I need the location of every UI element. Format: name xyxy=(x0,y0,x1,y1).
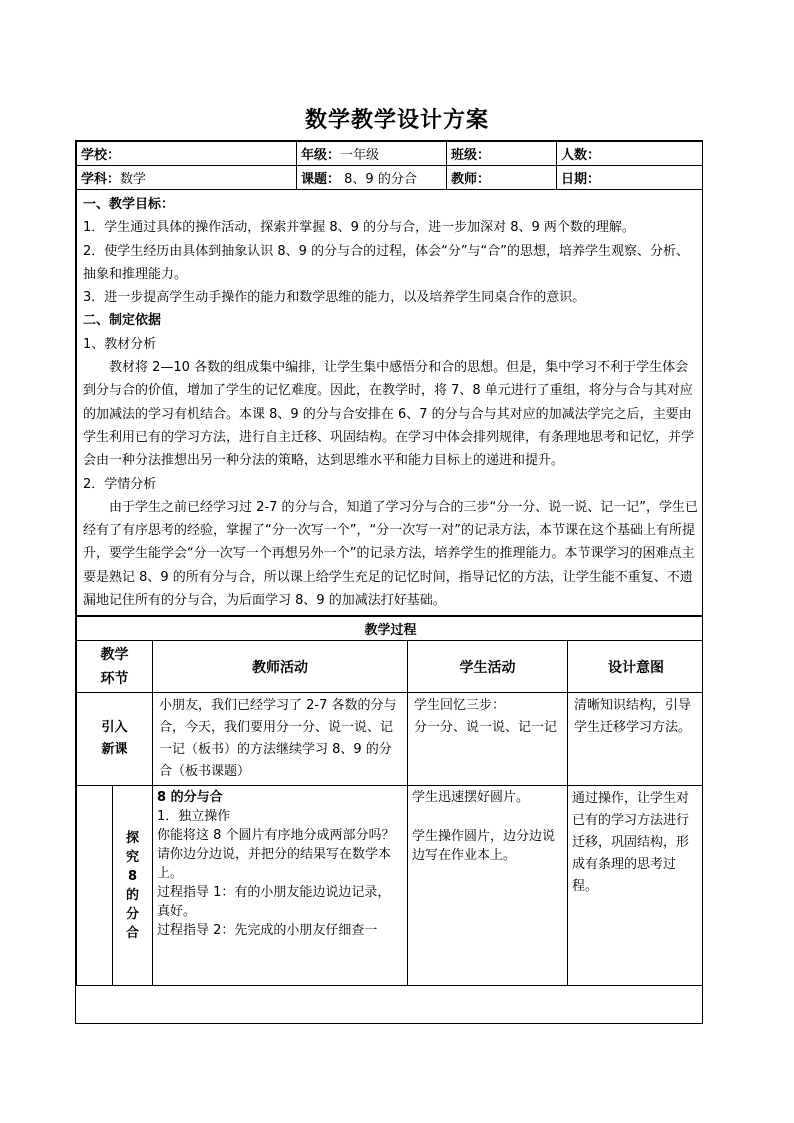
intro-intent: 清晰知识结构，引导学生迁移学习方法。 xyxy=(568,693,704,786)
col-student: 学生活动 xyxy=(408,641,568,693)
col-intent: 设计意图 xyxy=(568,641,704,693)
intro-row xyxy=(77,693,704,786)
topic-label: 课题： xyxy=(301,172,341,187)
student-analysis-text: 由于学生之前已经学习过 2-7 的分与合，知道了学习分与合的三步“分一分、说一说、记一记”，学生已经有了有序思考的经验，掌握了“分一次写一个”，“分一次写一对”的记录方法，本节课在这个基础上有所提升，要学生能学会“分一次写一个再想另外一个”的记录方法，培养学生的推理能力。本节课学习的困难点主要是熟记 8、9 的所有分与合，所以课上给学生充足的记忆时间，指导记忆的方法，让学生能不重复、不遗漏地记住所有的分与合，为后面学习 8、9 的加减法打好基础。 xyxy=(83,499,698,609)
class-cell xyxy=(447,142,557,166)
objectives-heading: 一、教学目标： xyxy=(83,197,175,212)
header-row-2 xyxy=(77,166,703,190)
explore-stage-char: 分 xyxy=(125,906,139,922)
teacher-label: 教师： xyxy=(451,172,491,187)
explore-stage xyxy=(113,786,153,986)
grade-value: 一年级 xyxy=(340,148,380,163)
col-teacher: 教师活动 xyxy=(153,641,408,693)
intro-student-line-1: 学生回忆三步： xyxy=(414,698,506,714)
intro-student-line-2: 分一分、说一说、记一记 xyxy=(414,720,558,736)
objective-item: 3．进一步提高学生动手操作的能力和数学思维的能力，以及培养学生同桌合作的意识。 xyxy=(83,290,586,306)
grade-cell xyxy=(297,142,447,166)
date-label: 日期： xyxy=(561,172,601,187)
grade-label: 年级： xyxy=(301,148,341,163)
count-cell xyxy=(557,142,703,166)
process-table xyxy=(76,616,703,986)
explore-student-line-2: 学生操作圆片，边分边说边写在作业本上。 xyxy=(412,829,556,864)
intro-stage-line-2: 新课 xyxy=(101,742,128,758)
class-label: 班级： xyxy=(451,148,491,163)
objectives-cell xyxy=(77,190,703,616)
explore-intent: 通过操作，让学生对已有的学习方法进行迁移，巩固结构，形成有条理的思考过程。 xyxy=(568,786,704,986)
page-title: 数学教学设计方案 xyxy=(304,107,489,133)
textbook-analysis-heading: 1、教材分析 xyxy=(83,336,157,352)
explore-row xyxy=(77,786,704,986)
subject-value: 数学 xyxy=(120,172,147,187)
header-row-1 xyxy=(77,142,703,166)
date-cell xyxy=(557,166,703,190)
explore-teacher-line: 1．独立操作 xyxy=(157,809,231,825)
student-analysis-heading: 2．学情分析 xyxy=(83,476,157,492)
lesson-plan-table xyxy=(75,140,703,1024)
header-table xyxy=(76,141,703,616)
explore-teacher-line: 请你边分边说，并把分的结果写在数学本上。 xyxy=(157,847,392,882)
topic-cell xyxy=(297,166,447,190)
intro-stage-line-1: 引入 xyxy=(101,720,128,736)
explore-student-line-1: 学生迅速摆好圆片。 xyxy=(412,790,530,806)
objectives-row xyxy=(77,190,703,616)
explore-teacher-line: 你能将这 8 个圆片有序地分成两部分吗？ xyxy=(157,828,395,844)
count-label: 人数： xyxy=(561,148,601,163)
basis-heading: 二、制定依据 xyxy=(83,313,162,329)
explore-blank-column xyxy=(77,786,113,986)
school-cell xyxy=(77,142,297,166)
process-title: 教学过程 xyxy=(77,617,704,641)
intro-student xyxy=(408,693,568,786)
explore-teacher-heading: 8 的分与合 xyxy=(157,790,223,806)
explore-stage-char: 8 xyxy=(127,868,138,884)
col-stage xyxy=(77,641,153,693)
explore-stage-char: 探 xyxy=(125,830,139,846)
intro-teacher: 小朋友，我们已经学习了 2-7 各数的分与合，今天，我们要用分一分、说一说、记一记（板书）的方法继续学习 8、9 的分合（板书课题） xyxy=(153,693,408,786)
explore-teacher xyxy=(153,786,408,986)
objective-item: 2．使学生经历由具体到抽象认识 8、9 的分与合的过程，体会“分”与“合”的思想，培养学生观察、分析、抽象和推理能力。 xyxy=(83,243,690,282)
col-stage-line-2: 环节 xyxy=(100,670,129,687)
textbook-analysis-text: 教材将 2—10 各数的组成集中编排，让学生集中感悟分和合的思想。但是，集中学习不利于学生体会到分与合的价值，增加了学生的记忆难度。因此，在教学时，将 7、8 单元进行了重组，将分与合与其对应的加减法的学习有机结合。本课 8、9 的分与合安排在 6、7 的分与合与其对应的加减法学完之后，主要由学生利用已有的学习方法，进行自主迁移、巩固结构。在学习中体会排列规律，有条理地思考和记忆，并学会由一种分法推想出另一种分法的策略，达到思维水平和能力目标上的递进和提升。 xyxy=(83,360,695,469)
teacher-cell xyxy=(447,166,557,190)
process-title-row xyxy=(77,617,704,641)
objective-item: 1．学生通过具体的操作活动，探索并掌握 8、9 的分与合，进一步加深对 8、9 两个数的理解。 xyxy=(83,220,635,236)
intro-stage xyxy=(77,693,153,786)
subject-label: 学科： xyxy=(81,172,121,187)
subject-cell xyxy=(77,166,297,190)
school-label: 学校： xyxy=(81,148,121,163)
topic-value: 8、9 的分合 xyxy=(340,172,417,187)
explore-student xyxy=(408,786,568,986)
process-column-header xyxy=(77,641,704,693)
explore-teacher-line: 过程指导 1：有的小朋友能边说边记录，真好。 xyxy=(157,885,391,920)
col-stage-line-1: 教学 xyxy=(100,646,129,663)
explore-teacher-line: 过程指导 2：先完成的小朋友仔细查一 xyxy=(157,923,378,939)
explore-stage-char: 合 xyxy=(125,925,139,941)
explore-stage-char: 究 xyxy=(125,849,139,865)
explore-stage-char: 的 xyxy=(125,887,139,903)
